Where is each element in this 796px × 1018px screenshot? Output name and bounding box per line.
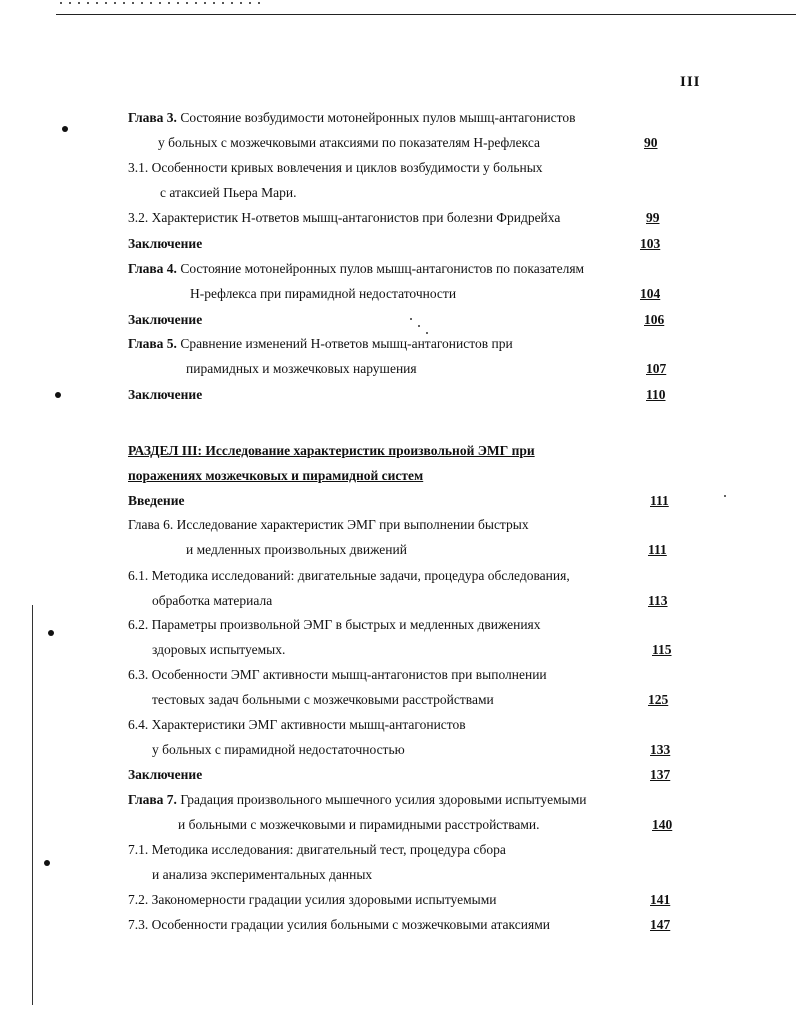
toc-section-6-3: 6.3. Особенности ЭМГ активности мышц-антагонистов при выполнении (128, 667, 547, 682)
toc-page-ref: 125 (648, 692, 669, 707)
toc-page-ref: 106 (644, 312, 665, 327)
toc-page-ref: 111 (648, 542, 667, 557)
toc-title-continuation: и анализа экспериментальных данных (152, 867, 373, 882)
section-heading-continuation: поражениях мозжечковых и пирамидной систем (128, 468, 424, 483)
toc-title: Состояние мотонейронных пулов мышц-антагонистов по показателям (176, 261, 585, 276)
toc-section-6-4: 6.4. Характеристики ЭМГ активности мышц-антагонистов (128, 717, 466, 732)
toc-section-7-3: 7.3. Особенности градации усилия больными с мозжечковыми атаксиями (128, 917, 550, 932)
toc-introduction: Введение (128, 493, 185, 508)
toc-page-ref: 104 (640, 286, 661, 301)
toc-title-continuation: у больных с пирамидной недостаточностью (152, 742, 405, 757)
toc-section-7-1: 7.1. Методика исследования: двигательный тест, процедура сбора (128, 842, 506, 857)
toc-section-6-1: 6.1. Методика исследований: двигательные задачи, процедура обследования, (128, 568, 570, 583)
toc-conclusion: Заключение (128, 312, 203, 327)
toc-title-continuation: с атаксией Пьера Мари. (160, 185, 297, 200)
toc-section-6-2: 6.2. Параметры произвольной ЭМГ в быстрых и медленных движениях (128, 617, 541, 632)
toc-chapter-6: Глава 6. Исследование характеристик ЭМГ при выполнении быстрых (128, 517, 529, 532)
toc-conclusion: Заключение (128, 387, 203, 402)
toc-page-ref: 133 (650, 742, 671, 757)
toc-chapter-3 (128, 110, 576, 126)
top-rule (56, 14, 796, 15)
toc-title-continuation: тестовых задач больными с мозжечковыми расстройствами (152, 692, 494, 707)
toc-title: Состояние возбудимости мотонейронных пулов мышц-антагонистов (176, 110, 576, 125)
toc-title-continuation: обработка материала (152, 593, 273, 608)
page-number: III (680, 74, 701, 90)
toc-page-ref: 103 (640, 236, 661, 251)
toc-page-ref: 90 (644, 135, 658, 150)
toc-prefix: Глава 7. (128, 792, 177, 807)
toc-page-ref: 140 (652, 817, 673, 832)
scan-bullet-mark (62, 126, 68, 132)
toc-conclusion: Заключение (128, 236, 203, 251)
toc-page-ref: 111 (650, 493, 669, 508)
toc-chapter-4 (128, 261, 584, 277)
section-heading: РАЗДЕЛ III: Исследование характеристик произвольной ЭМГ при (128, 443, 535, 458)
scan-speck (426, 332, 428, 334)
toc-page-ref: 141 (650, 892, 671, 907)
toc-page-ref: 147 (650, 917, 671, 932)
scan-speck (724, 495, 726, 497)
scan-speck (418, 325, 420, 327)
toc-title-continuation: здоровых испытуемых. (152, 642, 286, 657)
toc-section-3-1: 3.1. Особенности кривых вовлечения и циклов возбудимости у больных (128, 160, 543, 175)
toc-page-ref: 115 (652, 642, 672, 657)
toc-conclusion: Заключение (128, 767, 203, 782)
toc-page-ref: 107 (646, 361, 667, 376)
toc-title-continuation: Н-рефлекса при пирамидной недостаточности (190, 286, 457, 301)
toc-title: Градация произвольного мышечного усилия здоровыми испытуемыми (176, 792, 587, 807)
scan-speck (410, 318, 412, 320)
toc-title-continuation: и больными с мозжечковыми и пирамидными расстройствами. (178, 817, 540, 832)
scan-bullet-mark (55, 392, 61, 398)
scan-artifact (60, 2, 260, 4)
toc-chapter-7 (128, 792, 586, 808)
toc-title: Сравнение изменений Н-ответов мышц-антагонистов при (176, 336, 513, 351)
toc-prefix: Глава 5. (128, 336, 177, 351)
toc-section-3-2: 3.2. Характеристик Н-ответов мышц-антагонистов при болезни Фридрейха (128, 210, 561, 225)
toc-page-ref: 113 (648, 593, 668, 608)
toc-chapter-5 (128, 336, 513, 352)
toc-section-7-2: 7.2. Закономерности градации усилия здоровыми испытуемыми (128, 892, 497, 907)
toc-title-continuation: у больных с мозжечковыми атаксиями по показателям Н-рефлекса (158, 135, 540, 150)
toc-prefix: Глава 4. (128, 261, 177, 276)
toc-title-continuation: и медленных произвольных движений (186, 542, 407, 557)
toc-page-ref: 110 (646, 387, 666, 402)
toc-prefix: Глава 3. (128, 110, 177, 125)
toc-page-ref: 137 (650, 767, 671, 782)
toc-page-ref: 99 (646, 210, 660, 225)
toc-title-continuation: пирамидных и мозжечковых нарушения (186, 361, 417, 376)
left-margin-rule (32, 605, 33, 1005)
scan-bullet-mark (48, 630, 54, 636)
scan-bullet-mark (44, 860, 50, 866)
